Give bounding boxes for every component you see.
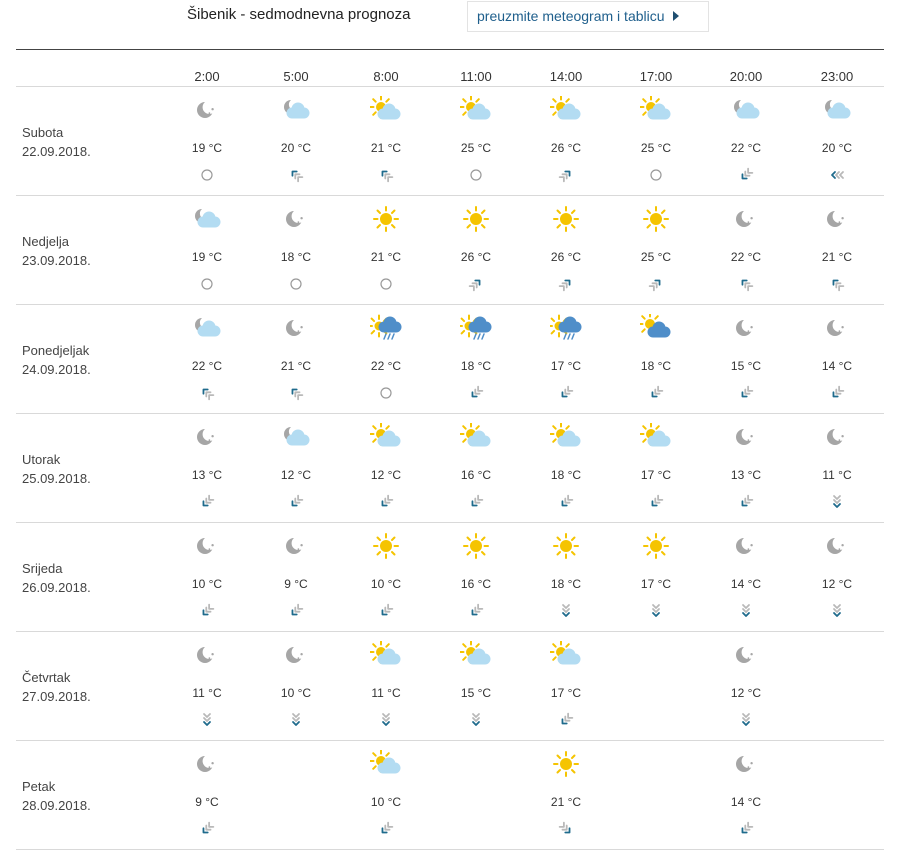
temperature-value: 14 °C bbox=[730, 795, 762, 809]
forecast-cell bbox=[167, 87, 247, 195]
sun-cloud-icon bbox=[640, 423, 672, 451]
temperature-value: 10 °C bbox=[370, 795, 402, 809]
sun-icon bbox=[550, 205, 582, 233]
sun-cloud-icon bbox=[460, 96, 492, 124]
temperature-value: 18 °C bbox=[460, 359, 492, 373]
forecast-cell bbox=[346, 87, 426, 195]
hour-label: 11:00 bbox=[460, 69, 492, 84]
day-name: Četvrtak bbox=[22, 670, 71, 685]
temperature-value: 21 °C bbox=[280, 359, 312, 373]
forecast-cell bbox=[526, 87, 606, 195]
forecast-cell bbox=[526, 196, 606, 304]
temperature-value: 22 °C bbox=[730, 250, 762, 264]
wind-direction-icon bbox=[736, 276, 756, 292]
forecast-cell bbox=[616, 305, 696, 413]
day-name: Srijeda bbox=[22, 561, 63, 576]
wind-direction-icon bbox=[736, 712, 756, 728]
hour-label: 23:00 bbox=[820, 69, 854, 84]
wind-direction-icon bbox=[827, 167, 847, 183]
temperature-value: 21 °C bbox=[821, 250, 853, 264]
day-label bbox=[22, 450, 91, 488]
wind-calm-icon bbox=[646, 167, 666, 183]
wind-direction-icon bbox=[646, 494, 666, 510]
moon-icon bbox=[280, 205, 312, 233]
temperature-value: 17 °C bbox=[640, 468, 672, 482]
temperature-value: 18 °C bbox=[640, 359, 672, 373]
day-date: 26.09.2018. bbox=[22, 580, 91, 595]
moon-icon bbox=[191, 532, 223, 560]
day-date: 24.09.2018. bbox=[22, 362, 91, 377]
temperature-value: 26 °C bbox=[460, 250, 492, 264]
day-row bbox=[16, 414, 884, 523]
sun-icon bbox=[370, 532, 402, 560]
hours-header-row bbox=[16, 50, 884, 87]
temperature-value: 10 °C bbox=[191, 577, 223, 591]
moon-icon bbox=[191, 750, 223, 778]
wind-direction-icon bbox=[827, 385, 847, 401]
sun-icon bbox=[370, 205, 402, 233]
wind-direction-icon bbox=[466, 385, 486, 401]
wind-direction-icon bbox=[197, 712, 217, 728]
wind-direction-icon bbox=[827, 494, 847, 510]
forecast-cell bbox=[797, 414, 877, 522]
wind-direction-icon bbox=[466, 712, 486, 728]
temperature-value: 15 °C bbox=[730, 359, 762, 373]
wind-calm-icon bbox=[376, 385, 396, 401]
moon-icon bbox=[191, 96, 223, 124]
temperature-value: 20 °C bbox=[821, 141, 853, 155]
meteogram-download-button[interactable] bbox=[467, 1, 709, 32]
temperature-value: 15 °C bbox=[460, 686, 492, 700]
forecast-cell bbox=[706, 414, 786, 522]
temperature-value: 18 °C bbox=[550, 577, 582, 591]
temperature-value: 18 °C bbox=[550, 468, 582, 482]
temperature-value: 19 °C bbox=[191, 141, 223, 155]
hour-label: 2:00 bbox=[194, 69, 220, 84]
sun-darkcloud-icon bbox=[640, 314, 672, 342]
day-label bbox=[22, 123, 91, 161]
sun-cloud-icon bbox=[460, 641, 492, 669]
sun-cloud-icon bbox=[550, 641, 582, 669]
temperature-value: 14 °C bbox=[730, 577, 762, 591]
sun-cloud-icon bbox=[550, 423, 582, 451]
forecast-cell bbox=[256, 523, 336, 631]
wind-direction-icon bbox=[376, 167, 396, 183]
sun-cloud-icon bbox=[370, 750, 402, 778]
temperature-value: 22 °C bbox=[191, 359, 223, 373]
forecast-cell bbox=[526, 305, 606, 413]
temperature-value: 21 °C bbox=[550, 795, 582, 809]
temperature-value: 17 °C bbox=[550, 359, 582, 373]
day-label bbox=[22, 232, 91, 270]
moon-icon bbox=[191, 641, 223, 669]
wind-direction-icon bbox=[376, 603, 396, 619]
caret-right-icon bbox=[673, 11, 679, 21]
forecast-cell bbox=[346, 305, 426, 413]
wind-direction-icon bbox=[556, 276, 576, 292]
wind-direction-icon bbox=[466, 603, 486, 619]
sun-icon bbox=[640, 205, 672, 233]
forecast-cell bbox=[256, 87, 336, 195]
temperature-value: 22 °C bbox=[730, 141, 762, 155]
day-row bbox=[16, 632, 884, 741]
day-date: 28.09.2018. bbox=[22, 798, 91, 813]
temperature-value: 12 °C bbox=[280, 468, 312, 482]
forecast-cell bbox=[167, 196, 247, 304]
day-row bbox=[16, 305, 884, 414]
day-name: Subota bbox=[22, 125, 64, 140]
day-name: Ponedjeljak bbox=[22, 343, 90, 358]
forecast-cell bbox=[526, 523, 606, 631]
wind-direction-icon bbox=[376, 821, 396, 837]
hour-label: 8:00 bbox=[373, 69, 399, 84]
wind-direction-icon bbox=[556, 167, 576, 183]
temperature-value: 14 °C bbox=[821, 359, 853, 373]
wind-direction-icon bbox=[736, 494, 756, 510]
forecast-cell bbox=[706, 523, 786, 631]
moon-icon bbox=[280, 641, 312, 669]
meteogram-download-label: preuzmite meteogram i tablicu bbox=[477, 8, 665, 24]
hour-label: 14:00 bbox=[549, 69, 583, 84]
forecast-cell bbox=[616, 523, 696, 631]
wind-direction-icon bbox=[827, 276, 847, 292]
day-name: Petak bbox=[22, 779, 56, 794]
temperature-value: 19 °C bbox=[191, 250, 223, 264]
wind-direction-icon bbox=[286, 603, 306, 619]
forecast-cell bbox=[526, 632, 606, 740]
hour-label: 20:00 bbox=[729, 69, 763, 84]
temperature-value: 18 °C bbox=[280, 250, 312, 264]
wind-calm-icon bbox=[376, 276, 396, 292]
forecast-cell bbox=[436, 632, 516, 740]
wind-direction-icon bbox=[466, 494, 486, 510]
temperature-value: 21 °C bbox=[370, 141, 402, 155]
moon-cloud-icon bbox=[280, 96, 312, 124]
temperature-value: 20 °C bbox=[280, 141, 312, 155]
temperature-value: 13 °C bbox=[191, 468, 223, 482]
sun-icon bbox=[550, 532, 582, 560]
forecast-header bbox=[0, 0, 901, 48]
temperature-value: 9 °C bbox=[195, 795, 219, 809]
wind-direction-icon bbox=[736, 167, 756, 183]
moon-icon bbox=[730, 423, 762, 451]
forecast-cell bbox=[346, 414, 426, 522]
sun-icon bbox=[460, 205, 492, 233]
wind-direction-icon bbox=[736, 821, 756, 837]
temperature-value: 10 °C bbox=[280, 686, 312, 700]
sun-cloud-icon bbox=[640, 96, 672, 124]
day-date: 23.09.2018. bbox=[22, 253, 91, 268]
moon-icon bbox=[730, 205, 762, 233]
temperature-value: 11 °C bbox=[192, 686, 222, 700]
moon-icon bbox=[821, 532, 853, 560]
moon-cloud-icon bbox=[821, 96, 853, 124]
wind-direction-icon bbox=[646, 385, 666, 401]
forecast-cell bbox=[436, 87, 516, 195]
wind-direction-icon bbox=[466, 276, 486, 292]
wind-direction-icon bbox=[197, 494, 217, 510]
temperature-value: 12 °C bbox=[821, 577, 853, 591]
temperature-value: 26 °C bbox=[550, 141, 582, 155]
forecast-cell bbox=[797, 305, 877, 413]
wind-direction-icon bbox=[197, 385, 217, 401]
forecast-cell bbox=[346, 196, 426, 304]
moon-icon bbox=[730, 532, 762, 560]
sun-rain-icon bbox=[460, 314, 492, 342]
wind-direction-icon bbox=[286, 494, 306, 510]
moon-cloud-icon bbox=[191, 205, 223, 233]
temperature-value: 12 °C bbox=[730, 686, 762, 700]
forecast-cell bbox=[797, 523, 877, 631]
forecast-cell bbox=[797, 87, 877, 195]
forecast-cell bbox=[256, 632, 336, 740]
forecast-cell bbox=[167, 523, 247, 631]
forecast-cell bbox=[616, 414, 696, 522]
wind-direction-icon bbox=[556, 494, 576, 510]
day-name: Nedjelja bbox=[22, 234, 69, 249]
hour-label: 17:00 bbox=[639, 69, 673, 84]
forecast-cell bbox=[706, 305, 786, 413]
sun-cloud-icon bbox=[370, 641, 402, 669]
wind-direction-icon bbox=[556, 603, 576, 619]
day-label bbox=[22, 668, 91, 706]
wind-direction-icon bbox=[556, 385, 576, 401]
wind-direction-icon bbox=[197, 821, 217, 837]
forecast-cell bbox=[256, 305, 336, 413]
moon-icon bbox=[730, 750, 762, 778]
temperature-value: 26 °C bbox=[550, 250, 582, 264]
wind-direction-icon bbox=[736, 603, 756, 619]
wind-direction-icon bbox=[286, 167, 306, 183]
forecast-cell bbox=[346, 523, 426, 631]
wind-direction-icon bbox=[646, 276, 666, 292]
temperature-value: 10 °C bbox=[370, 577, 402, 591]
forecast-cell bbox=[256, 196, 336, 304]
moon-icon bbox=[821, 314, 853, 342]
forecast-cell bbox=[797, 196, 877, 304]
day-label bbox=[22, 777, 91, 815]
forecast-cell bbox=[706, 741, 786, 849]
page-title: Šibenik - sedmodnevna prognoza bbox=[187, 6, 411, 23]
day-row bbox=[16, 196, 884, 305]
temperature-value: 13 °C bbox=[730, 468, 762, 482]
forecast-cell bbox=[167, 741, 247, 849]
forecast-cell bbox=[706, 87, 786, 195]
wind-calm-icon bbox=[197, 276, 217, 292]
moon-icon bbox=[280, 532, 312, 560]
forecast-cell bbox=[436, 196, 516, 304]
forecast-table bbox=[16, 50, 884, 850]
forecast-cell bbox=[167, 632, 247, 740]
sun-rain-icon bbox=[550, 314, 582, 342]
temperature-value: 25 °C bbox=[460, 141, 492, 155]
day-row bbox=[16, 87, 884, 196]
moon-icon bbox=[280, 314, 312, 342]
sun-icon bbox=[550, 750, 582, 778]
forecast-cell bbox=[256, 414, 336, 522]
forecast-cell bbox=[436, 414, 516, 522]
wind-direction-icon bbox=[736, 385, 756, 401]
forecast-cell bbox=[526, 741, 606, 849]
wind-direction-icon bbox=[376, 494, 396, 510]
forecast-cell bbox=[167, 305, 247, 413]
temperature-value: 22 °C bbox=[370, 359, 402, 373]
wind-direction-icon bbox=[556, 712, 576, 728]
sun-cloud-icon bbox=[370, 96, 402, 124]
forecast-cell bbox=[167, 414, 247, 522]
day-row bbox=[16, 523, 884, 632]
moon-icon bbox=[730, 314, 762, 342]
temperature-value: 12 °C bbox=[370, 468, 402, 482]
wind-direction-icon bbox=[286, 385, 306, 401]
forecast-cell bbox=[346, 632, 426, 740]
day-row bbox=[16, 741, 884, 850]
forecast-cell bbox=[706, 196, 786, 304]
moon-icon bbox=[191, 423, 223, 451]
wind-calm-icon bbox=[286, 276, 306, 292]
temperature-value: 21 °C bbox=[370, 250, 402, 264]
day-name: Utorak bbox=[22, 452, 61, 467]
moon-icon bbox=[730, 641, 762, 669]
sun-icon bbox=[640, 532, 672, 560]
day-label bbox=[22, 559, 91, 597]
temperature-value: 11 °C bbox=[822, 468, 852, 482]
temperature-value: 11 °C bbox=[371, 686, 401, 700]
forecast-cell bbox=[346, 741, 426, 849]
temperature-value: 17 °C bbox=[640, 577, 672, 591]
wind-direction-icon bbox=[197, 603, 217, 619]
temperature-value: 16 °C bbox=[460, 468, 492, 482]
sun-cloud-icon bbox=[370, 423, 402, 451]
day-date: 25.09.2018. bbox=[22, 471, 91, 486]
temperature-value: 25 °C bbox=[640, 250, 672, 264]
moon-cloud-icon bbox=[280, 423, 312, 451]
wind-direction-icon bbox=[376, 712, 396, 728]
temperature-value: 17 °C bbox=[550, 686, 582, 700]
moon-cloud-icon bbox=[730, 96, 762, 124]
moon-cloud-icon bbox=[191, 314, 223, 342]
temperature-value: 9 °C bbox=[284, 577, 308, 591]
wind-direction-icon bbox=[556, 821, 576, 837]
forecast-cell bbox=[436, 305, 516, 413]
hour-label: 5:00 bbox=[283, 69, 309, 84]
wind-calm-icon bbox=[466, 167, 486, 183]
sun-cloud-icon bbox=[460, 423, 492, 451]
day-label bbox=[22, 341, 91, 379]
sun-icon bbox=[460, 532, 492, 560]
sun-rain-icon bbox=[370, 314, 402, 342]
moon-icon bbox=[821, 205, 853, 233]
temperature-value: 25 °C bbox=[640, 141, 672, 155]
forecast-cell bbox=[616, 87, 696, 195]
moon-icon bbox=[821, 423, 853, 451]
forecast-cell bbox=[436, 523, 516, 631]
temperature-value: 16 °C bbox=[460, 577, 492, 591]
wind-calm-icon bbox=[197, 167, 217, 183]
wind-direction-icon bbox=[646, 603, 666, 619]
wind-direction-icon bbox=[286, 712, 306, 728]
forecast-cell bbox=[706, 632, 786, 740]
forecast-cell bbox=[616, 196, 696, 304]
day-date: 22.09.2018. bbox=[22, 144, 91, 159]
forecast-cell bbox=[526, 414, 606, 522]
day-date: 27.09.2018. bbox=[22, 689, 91, 704]
wind-direction-icon bbox=[827, 603, 847, 619]
sun-cloud-icon bbox=[550, 96, 582, 124]
